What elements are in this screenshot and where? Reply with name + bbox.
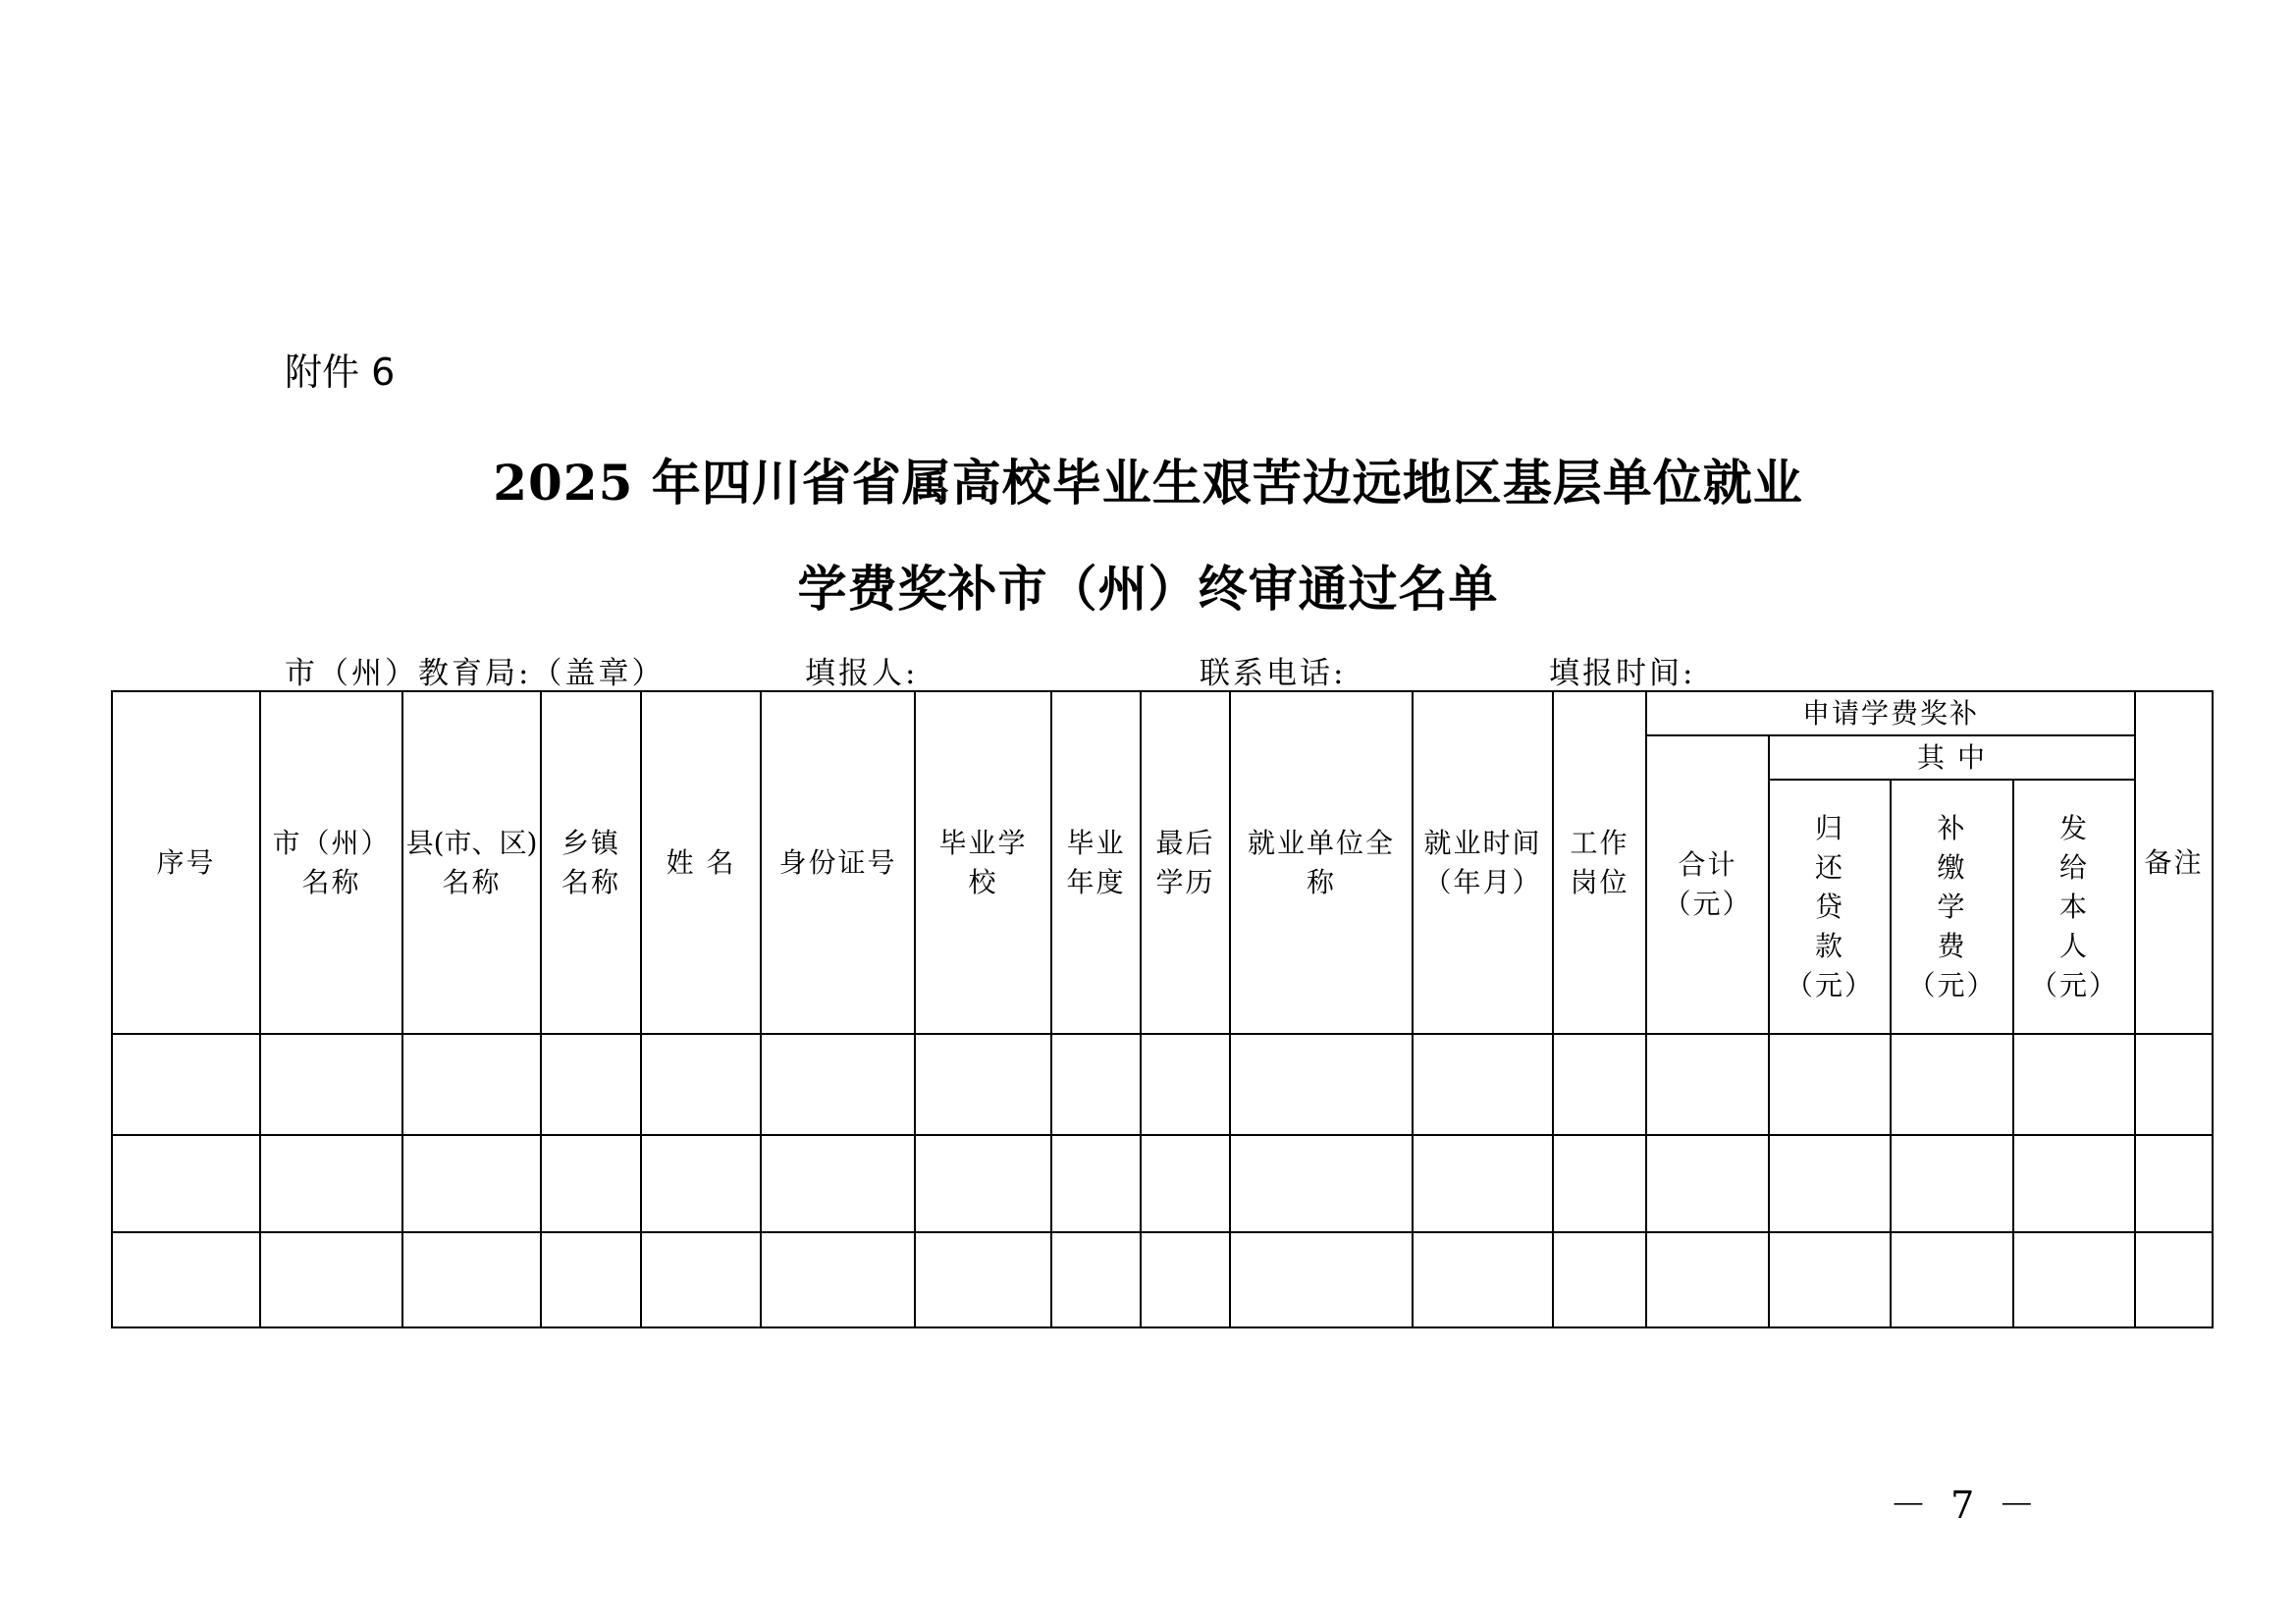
table-cell	[112, 1034, 260, 1135]
table-cell	[915, 1135, 1051, 1231]
table-cell	[1769, 1232, 1891, 1327]
table-cell	[112, 1135, 260, 1231]
title-line-2: 学费奖补市（州）终审通过名单	[797, 560, 1499, 618]
table-cell	[641, 1232, 761, 1327]
header-grad-year: 毕业 年度	[1051, 691, 1141, 1034]
phone-label: 联系电话:	[1200, 656, 1347, 691]
header-post: 工作 岗位	[1553, 691, 1646, 1034]
table-cell	[915, 1034, 1051, 1135]
fill-time-label: 填报时间:	[1549, 656, 1696, 691]
table-cell	[541, 1135, 641, 1231]
table-cell	[915, 1232, 1051, 1327]
table-cell	[2013, 1034, 2135, 1135]
table-cell	[1413, 1232, 1553, 1327]
table-cell	[2013, 1232, 2135, 1327]
header-city: 市（州） 名称	[260, 691, 402, 1034]
table-cell	[641, 1135, 761, 1231]
table-cell	[1646, 1135, 1769, 1231]
table-cell	[541, 1034, 641, 1135]
table-cell	[1051, 1232, 1141, 1327]
table-cell	[1051, 1034, 1141, 1135]
table-cell	[1051, 1135, 1141, 1231]
table-cell	[402, 1034, 541, 1135]
header-remark: 备注	[2135, 691, 2213, 1034]
table-cell	[761, 1135, 915, 1231]
approval-table	[111, 690, 2214, 1328]
table-row	[112, 1232, 2213, 1327]
header-county: 县(市、区) 名称	[402, 691, 541, 1034]
header-employment-time: 就业时间 （年月）	[1413, 691, 1553, 1034]
header-name: 姓 名	[641, 691, 761, 1034]
header-education: 最后 学历	[1141, 691, 1230, 1034]
table-cell	[1646, 1034, 1769, 1135]
table-cell	[1891, 1034, 2013, 1135]
table-cell	[1230, 1034, 1413, 1135]
page-number: － 7 －	[1890, 1484, 2042, 1527]
table-cell	[402, 1135, 541, 1231]
table-cell	[761, 1034, 915, 1135]
table-cell	[1553, 1034, 1646, 1135]
table-cell	[1141, 1034, 1230, 1135]
table-cell	[1413, 1135, 1553, 1231]
table-cell	[1769, 1034, 1891, 1135]
table-cell	[2013, 1135, 2135, 1231]
header-among: 其 中	[1769, 735, 2135, 780]
attachment-label: 附件 6	[285, 351, 396, 394]
table-cell	[2135, 1232, 2213, 1327]
table-cell	[541, 1232, 641, 1327]
header-id-number: 身份证号	[761, 691, 915, 1034]
table-cell	[761, 1232, 915, 1327]
table-cell	[402, 1232, 541, 1327]
header-seq: 序号	[112, 691, 260, 1034]
table-cell	[1230, 1135, 1413, 1231]
header-tuition-payment: 补 缴 学 费 （元）	[1891, 780, 2013, 1034]
table-cell	[260, 1034, 402, 1135]
table-cell	[1553, 1135, 1646, 1231]
header-total: 合计 （元）	[1646, 735, 1769, 1034]
table-cell	[641, 1034, 761, 1135]
table-cell	[260, 1232, 402, 1327]
bureau-label: 市（州）教育局:（盖章）	[285, 656, 666, 691]
table-row	[112, 1034, 2213, 1135]
table-cell	[1646, 1232, 1769, 1327]
header-apply-group: 申请学费奖补	[1646, 691, 2135, 735]
header-town: 乡镇 名称	[541, 691, 641, 1034]
table-cell	[112, 1232, 260, 1327]
table-cell	[1230, 1232, 1413, 1327]
title-line-1: 2025 年四川省省属高校毕业生艰苦边远地区基层单位就业	[493, 454, 1803, 512]
table-row	[112, 1135, 2213, 1231]
header-personal-payment: 发 给 本 人 （元）	[2013, 780, 2135, 1034]
table-cell	[1141, 1232, 1230, 1327]
table-cell	[1769, 1135, 1891, 1231]
filler-label: 填报人:	[805, 656, 919, 691]
table-cell	[2135, 1135, 2213, 1231]
table-cell	[1891, 1232, 2013, 1327]
table-cell	[1141, 1135, 1230, 1231]
header-repay-loan: 归 还 贷 款 （元）	[1769, 780, 1891, 1034]
table-cell	[2135, 1034, 2213, 1135]
table-cell	[1553, 1232, 1646, 1327]
header-school: 毕业学 校	[915, 691, 1051, 1034]
table-cell	[1413, 1034, 1553, 1135]
header-employer: 就业单位全 称	[1230, 691, 1413, 1034]
table-cell	[1891, 1135, 2013, 1231]
table-cell	[260, 1135, 402, 1231]
